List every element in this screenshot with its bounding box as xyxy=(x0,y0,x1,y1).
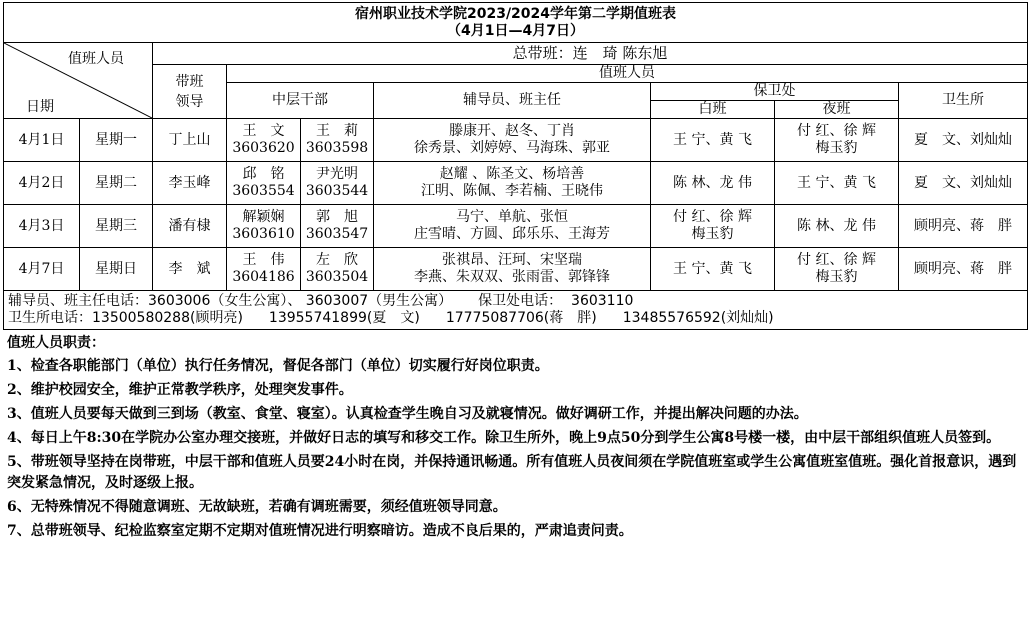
counselor-cell: 张祺昂、汪珂、宋坚瑞 李燕、朱双双、张雨雷、郭锋锋 xyxy=(374,248,651,291)
night-shift-cell: 付 红、徐 辉 梅玉豹 xyxy=(775,119,899,162)
day-shift-cell: 王 宁、黄 飞 xyxy=(651,248,775,291)
header-counselor: 辅导员、班主任 xyxy=(374,83,651,119)
duty-item: 6、无特殊情况不得随意调班、无故缺班，若确有调班需要，须经值班领导同意。 xyxy=(7,499,507,515)
cadre-cell: 解颖娴 3603610 xyxy=(227,205,301,248)
counselor-cell: 滕康开、赵冬、丁肖 徐秀景、刘婷婷、马海珠、郭亚 xyxy=(374,119,651,162)
leader-cell: 丁上山 xyxy=(153,119,227,162)
duty-item: 5、带班领导坚持在岗带班，中层干部和值班人员要24小时在岗，并保持通讯畅通。所有值班人员夜间须在学院值班室或学生公寓值班室值班。强化首报意识，遇到突发紧急情况，及时逐级上报。 xyxy=(7,454,1017,491)
cadre-cell: 左 欣 3603504 xyxy=(301,248,374,291)
cadre-cell: 尹光明 3603544 xyxy=(301,162,374,205)
header-cadre: 中层干部 xyxy=(227,83,374,119)
day-shift-cell: 陈 林、龙 伟 xyxy=(651,162,775,205)
weekday-cell: 星期日 xyxy=(80,248,153,291)
weekday-cell: 星期二 xyxy=(80,162,153,205)
title-text: 宿州职业技术学院2023/2024学年第二学期值班表 xyxy=(354,6,677,22)
subtitle-text: （4月1日—4月7日） xyxy=(447,23,584,39)
date-cell: 4月1日 xyxy=(4,119,80,162)
table-row xyxy=(4,162,1028,205)
day-shift-cell: 付 红、徐 辉 梅玉豹 xyxy=(651,205,775,248)
leader-cell: 潘有棣 xyxy=(153,205,227,248)
health-phone-2: 13955741899(夏 文) xyxy=(268,310,420,326)
weekday-cell: 星期三 xyxy=(80,205,153,248)
night-shift-cell: 陈 林、龙 伟 xyxy=(775,205,899,248)
duty-item: 7、总带班领导、纪检监察室定期不定期对值班情况进行明察暗访。造成不良后果的，严肃追责问责。 xyxy=(7,523,633,539)
day-shift-cell: 王 宁、黄 飞 xyxy=(651,119,775,162)
table-row xyxy=(4,205,1028,248)
duty-item: 3、值班人员要每天做到三到场（教室、食堂、寝室）。认真检查学生晚自习及就寝情况。做好调研工作，并提出解决问题的办法。 xyxy=(7,406,808,422)
health-cell: 顾明亮、蒋 胖 xyxy=(899,248,1028,291)
duty-item: 1、检查各职能部门（单位）执行任务情况，督促各部门（单位）切实履行好岗位职责。 xyxy=(7,358,549,374)
duty-schedule xyxy=(3,2,1027,545)
health-phone-4: 13485576592(刘灿灿) xyxy=(622,310,774,326)
corner-top-label: 值班人员 xyxy=(68,51,124,67)
duty-table xyxy=(3,2,1028,330)
table-row xyxy=(4,119,1028,162)
security-phone-text: 保卫处电话： 3603110 xyxy=(478,293,634,309)
leader-cell: 李玉峰 xyxy=(153,162,227,205)
health-cell: 夏 文、刘灿灿 xyxy=(899,119,1028,162)
header-duty-staff: 值班人员 xyxy=(227,65,1028,83)
health-cell: 顾明亮、蒋 胖 xyxy=(899,205,1028,248)
contact-line-1 xyxy=(8,293,1027,310)
night-shift-cell: 王 宁、黄 飞 xyxy=(775,162,899,205)
cadre-cell: 郭 旭 3603547 xyxy=(301,205,374,248)
health-cell: 夏 文、刘灿灿 xyxy=(899,162,1028,205)
cadre-cell: 王 伟 3604186 xyxy=(227,248,301,291)
table-title xyxy=(4,3,1028,43)
cadre-cell: 王 文 3603620 xyxy=(227,119,301,162)
header-leader: 带班领导 xyxy=(153,65,227,119)
corner-bottom-label: 日期 xyxy=(26,99,54,115)
cadre-cell: 邱 铭 3603554 xyxy=(227,162,301,205)
contact-line-2 xyxy=(8,310,1027,327)
lead-duty: 总带班：连 琦 陈东旭 xyxy=(153,43,1028,65)
contact-info xyxy=(4,291,1028,330)
date-cell: 4月7日 xyxy=(4,248,80,291)
duty-item: 4、每日上午8:30在学院办公室办理交接班，并做好日志的填写和移交工作。除卫生所外，晚上9点50分到学生公寓8号楼一楼，由中层干部组织值班人员签到。 xyxy=(7,430,1001,446)
counselor-phone-text: 辅导员、班主任电话：3603006（女生公寓）、 3603007（男生公寓） xyxy=(8,293,453,309)
date-cell: 4月2日 xyxy=(4,162,80,205)
leader-cell: 李 斌 xyxy=(153,248,227,291)
date-cell: 4月3日 xyxy=(4,205,80,248)
corner-header xyxy=(4,43,153,119)
table-row xyxy=(4,248,1028,291)
duties-title: 值班人员职责： xyxy=(7,335,105,351)
cadre-cell: 王 莉 3603598 xyxy=(301,119,374,162)
health-phone-1: 卫生所电话：13500580288(顾明亮) xyxy=(8,310,243,326)
night-shift-cell: 付 红、徐 辉 梅玉豹 xyxy=(775,248,899,291)
duty-item: 2、维护校园安全，维护正常教学秩序，处理突发事件。 xyxy=(7,382,353,398)
weekday-cell: 星期一 xyxy=(80,119,153,162)
health-phone-3: 17775087706(蒋 胖) xyxy=(445,310,597,326)
counselor-cell: 马宁、单航、张恒 庄雪晴、方圆、邱乐乐、王海芳 xyxy=(374,205,651,248)
duties-section xyxy=(3,330,1027,542)
counselor-cell: 赵耀 、陈圣文、杨培善 江明、陈佩、李若楠、王晓伟 xyxy=(374,162,651,205)
header-day-shift: 白班 xyxy=(651,101,775,119)
header-night-shift: 夜班 xyxy=(775,101,899,119)
header-health: 卫生所 xyxy=(899,83,1028,119)
header-security: 保卫处 xyxy=(651,83,899,101)
